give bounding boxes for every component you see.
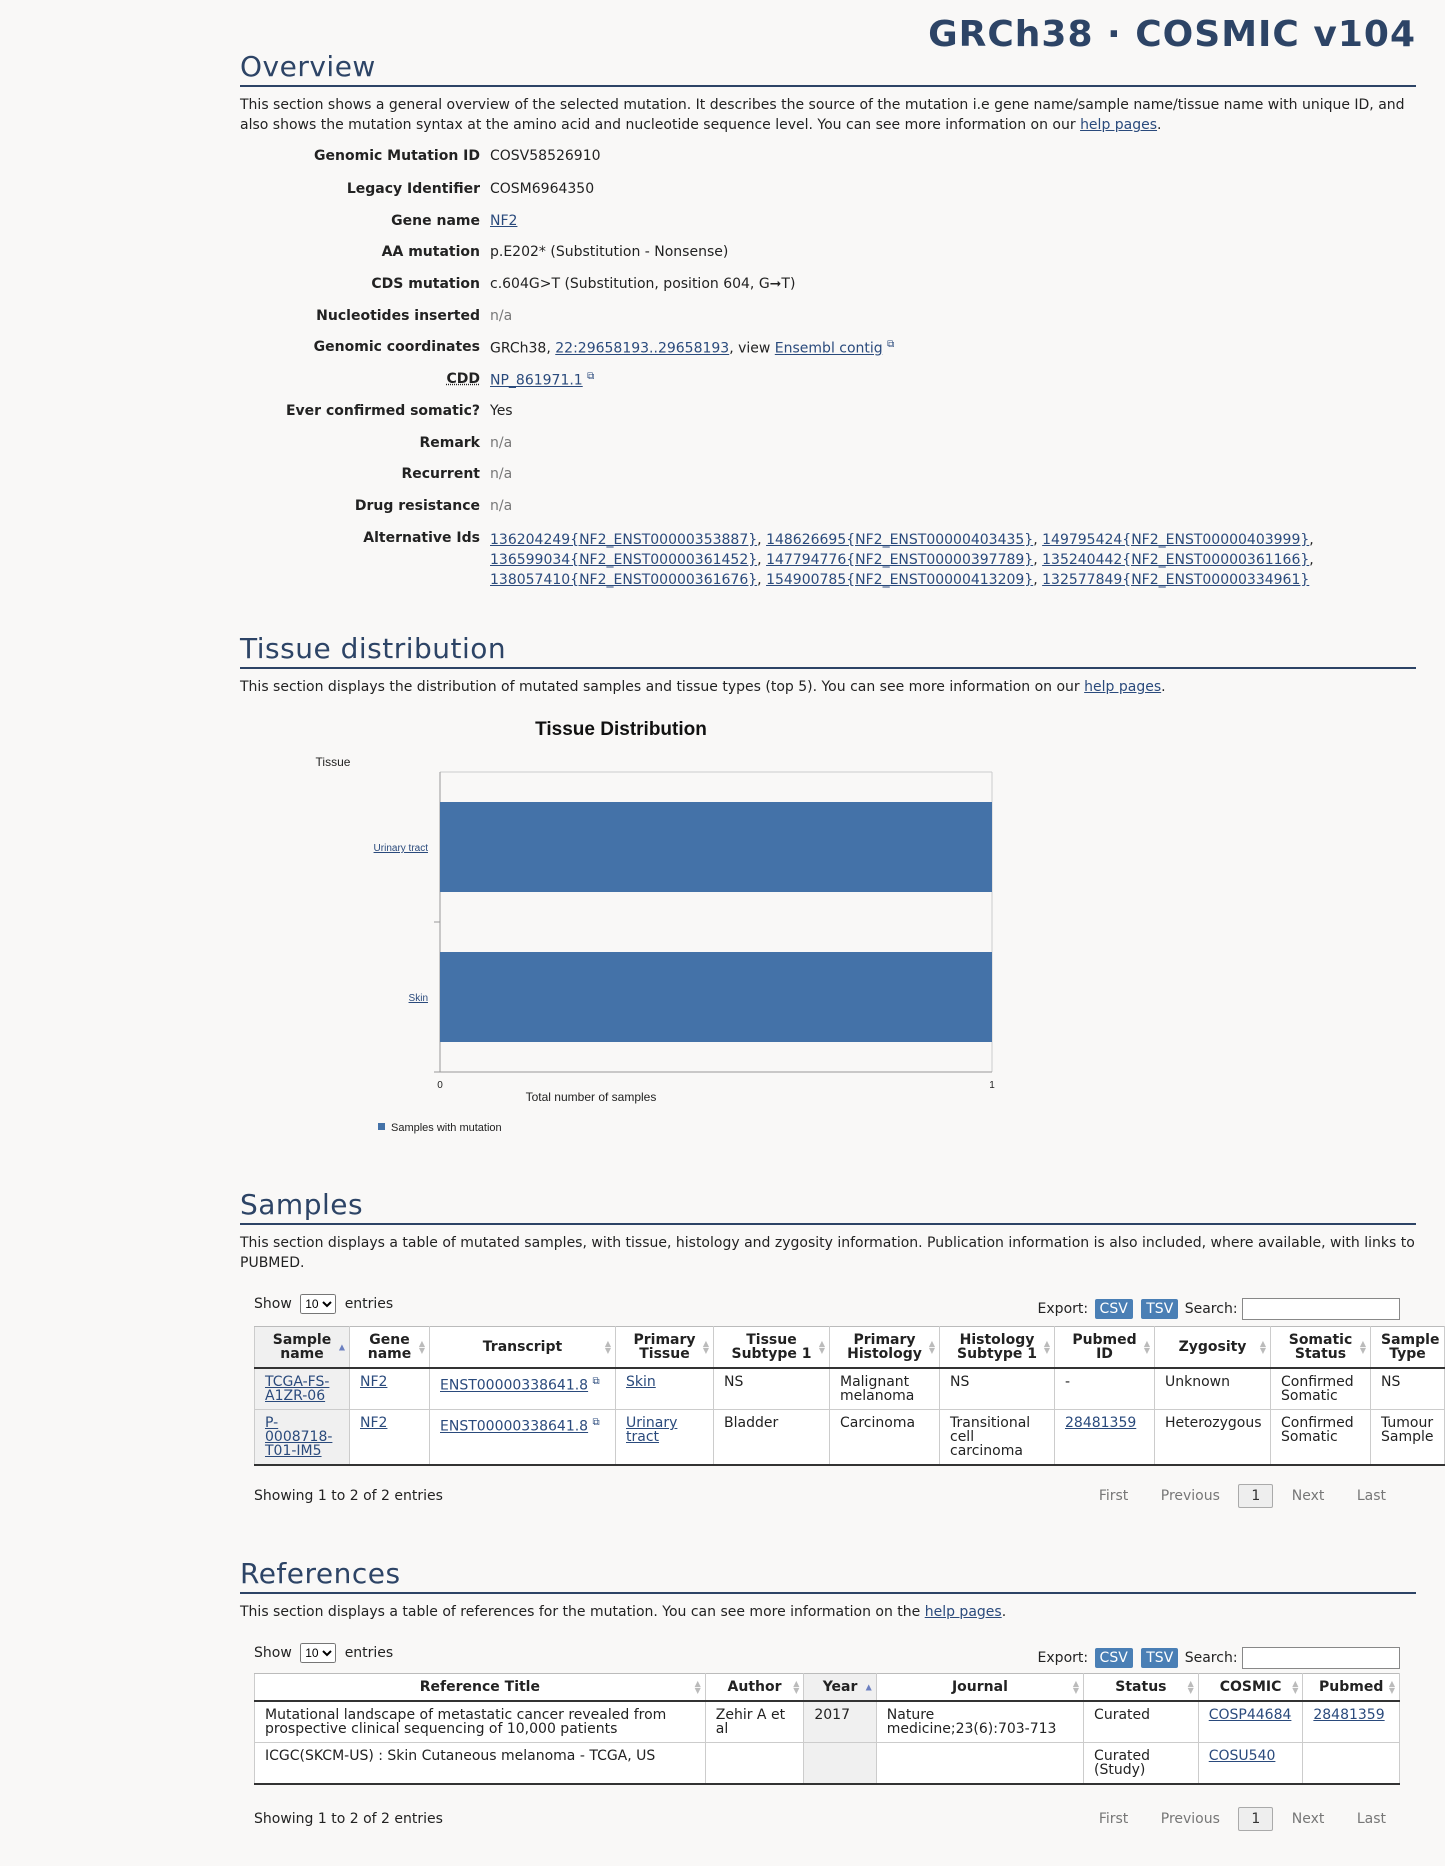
author-cell: Zehir A et al [705, 1701, 804, 1743]
x-tick-label: 0 [437, 1080, 443, 1091]
sort-asc-icon: ▲ [338, 1342, 345, 1352]
field-label: Nucleotides inserted [316, 308, 480, 324]
field-label: AA mutation [381, 244, 480, 260]
alternative-id-link[interactable]: 148626695{NF2_ENST00000403435} [766, 532, 1034, 548]
pubmed-link[interactable]: 28481359 [1065, 1415, 1137, 1431]
tissue-subtype-cell: NS [714, 1368, 830, 1410]
export-tsv-button[interactable]: TSV [1141, 1299, 1178, 1319]
journal-cell [876, 1743, 1083, 1785]
current-page-button[interactable]: 1 [1238, 1484, 1273, 1508]
year-cell: 2017 [804, 1701, 876, 1743]
alternative-id-link[interactable]: 147794776{NF2_ENST00000397789} [766, 552, 1034, 568]
drug-resistance-value: n/a [490, 498, 513, 514]
first-page-button[interactable]: First [1098, 1811, 1129, 1827]
sample-name-link[interactable]: P-0008718-T01-IM5 [265, 1415, 333, 1459]
histology-cell: Carcinoma [830, 1410, 940, 1466]
sample-name-link[interactable]: TCGA-FS-A1ZR-06 [265, 1374, 330, 1404]
col-zygosity[interactable]: Zygosity ▲ ▼ [1155, 1327, 1271, 1369]
tissue-heading: Tissue distribution [240, 632, 1416, 669]
external-link-icon: ⧉ [592, 1417, 600, 1428]
zygosity-cell: Unknown [1155, 1368, 1271, 1410]
export-csv-button[interactable]: CSV [1095, 1299, 1133, 1319]
sort-icon: ▲ ▼ [694, 1679, 701, 1695]
overview-fields [240, 148, 1416, 598]
cdd-link[interactable]: NP_861971.1 [490, 372, 583, 389]
references-heading: References [240, 1557, 1416, 1594]
col-status[interactable]: Status ▲ ▼ [1084, 1674, 1199, 1702]
samples-table-controls [254, 1294, 1400, 1324]
samples-description: This section displays a table of mutated samples, with tissue, histology and zygosity information. Publication information is also included, where available, with links to PUBMED. [240, 1235, 1415, 1271]
bar [440, 952, 992, 1042]
samples-pagination [1085, 1484, 1400, 1508]
export-controls [1038, 1298, 1400, 1320]
col-tissue-subtype[interactable]: Tissue Subtype 1 ▲ ▼ [714, 1327, 830, 1369]
cosmic-link[interactable]: COSU540 [1208, 1748, 1276, 1764]
field-label: CDD [446, 371, 480, 387]
remark-value: n/a [490, 435, 513, 451]
gene-name-link[interactable]: NF2 [490, 213, 518, 229]
show-label: Show [254, 1296, 292, 1312]
field-label: Genomic Mutation ID [314, 148, 480, 164]
field-label: Drug resistance [354, 498, 480, 514]
gene-link[interactable]: NF2 [360, 1374, 388, 1390]
histology-cell: Malignant melanoma [830, 1368, 940, 1410]
field-label: Remark [419, 435, 480, 451]
genomic-coordinates-value: GRCh38, 22:29658193..29658193, view Ensembl contig ⧉ [490, 339, 895, 357]
external-link-icon: ⧉ [592, 1376, 600, 1387]
samples-search-input[interactable] [1242, 1298, 1400, 1320]
bar [440, 802, 992, 892]
recurrent-value: n/a [490, 466, 513, 482]
col-sample-type[interactable]: Sample Type [1371, 1327, 1445, 1369]
table-row [255, 1701, 1400, 1743]
table-row [255, 1368, 1445, 1410]
pubmed-cell [1303, 1743, 1400, 1785]
col-primary-histology[interactable]: Primary Histology ▲ ▼ [830, 1327, 940, 1369]
pubmed-cell: - [1055, 1368, 1155, 1410]
reference-title-cell: Mutational landscape of metastatic cancer revealed from prospective clinical sequencing of 10,000 patients [255, 1701, 706, 1743]
alternative-ids-list: 136204249{NF2_ENST00000353887}, 148626695{NF2_ENST00000403435}, 149795424{NF2_ENST00000403999}, 136599034{NF2_ENST00000361452}, 147794776{NF2_ENST00000397789}, 135240442{NF2_ENST00000361166}, 138057410{NF2_ENST00000361676}, 154900785{NF2_ENST00000413209}, 132577849{NF2_ENST00000334961} [490, 532, 1314, 588]
col-somatic-status[interactable]: Somatic Status ▲ ▼ [1271, 1327, 1371, 1369]
alternative-id-link[interactable]: 135240442{NF2_ENST00000361166} [1042, 552, 1310, 568]
category-label[interactable]: Skin [408, 993, 428, 1004]
aa-mutation-value: p.E202* (Substitution - Nonsense) [490, 244, 729, 260]
col-cosmic[interactable]: COSMIC ▲ ▼ [1198, 1674, 1303, 1702]
tissue-chart [240, 700, 1040, 1170]
export-tsv-button[interactable]: TSV [1141, 1648, 1178, 1668]
genomic-mutation-id-value: COSV58526910 [490, 148, 601, 164]
alternative-id-link[interactable]: 154900785{NF2_ENST00000413209} [766, 572, 1034, 588]
y-axis-label: Tissue [315, 755, 351, 769]
tissue-chart-svg [240, 700, 1040, 1170]
legend-label: Samples with mutation [391, 1122, 502, 1134]
ensembl-contig-link[interactable]: Ensembl contig [774, 340, 883, 357]
sort-icon: ▲ ▼ [1359, 1339, 1366, 1355]
x-tick-label: 1 [989, 1080, 995, 1091]
references-search-input[interactable] [1242, 1647, 1400, 1669]
export-csv-button[interactable]: CSV [1095, 1648, 1133, 1668]
references-description: This section displays a table of references for the mutation. You can see more information on the help pages. [240, 1604, 1007, 1620]
next-page-button[interactable]: Next [1291, 1488, 1325, 1504]
field-label: Alternative Ids [363, 530, 480, 546]
coordinates-link[interactable]: 22:29658193..29658193 [555, 340, 730, 357]
next-page-button[interactable]: Next [1291, 1811, 1325, 1827]
sort-icon: ▲ ▼ [1043, 1339, 1050, 1355]
references-header-row [255, 1674, 1400, 1702]
samples-info: Showing 1 to 2 of 2 entries [254, 1488, 443, 1504]
overview-help-link[interactable]: help pages [1080, 117, 1158, 133]
samples-section [240, 1188, 1440, 1558]
search-label: Search: [1184, 1650, 1238, 1666]
transcript-link[interactable]: ENST00000338641.8 [440, 1418, 589, 1435]
samples-length-select[interactable] [300, 1294, 336, 1314]
col-transcript[interactable]: Transcript ▲ ▼ [430, 1327, 616, 1369]
col-sample-name[interactable]: Sample name ▲ [255, 1327, 350, 1369]
references-table-footer [254, 1811, 1400, 1841]
gene-link[interactable]: NF2 [360, 1415, 388, 1431]
sort-icon: ▲ ▼ [702, 1339, 709, 1355]
cosmic-link[interactable]: COSP44684 [1208, 1707, 1292, 1723]
alternative-id-link[interactable]: 132577849{NF2_ENST00000334961} [1042, 572, 1310, 588]
legend-swatch [378, 1123, 385, 1130]
col-pubmed-id[interactable]: Pubmed ID ▲ ▼ [1055, 1327, 1155, 1369]
references-help-link[interactable]: help pages [924, 1604, 1002, 1620]
sort-icon: ▲ ▼ [1187, 1679, 1194, 1695]
chart-title: Tissue Distribution [535, 719, 707, 740]
sort-icon: ▲ ▼ [604, 1339, 611, 1355]
col-histology-subtype[interactable]: Histology Subtype 1 ▲ ▼ [940, 1327, 1055, 1369]
export-label: Export: [1037, 1650, 1089, 1666]
somatic-status-cell: Confirmed Somatic [1271, 1410, 1371, 1466]
col-primary-tissue[interactable]: Primary Tissue ▲ ▼ [616, 1327, 714, 1369]
sort-asc-icon: ▲ [865, 1682, 872, 1692]
tissue-help-link[interactable]: help pages [1084, 679, 1162, 695]
tissue-subtype-cell: Bladder [714, 1410, 830, 1466]
col-gene-name[interactable]: Gene name ▲ ▼ [350, 1327, 430, 1369]
references-pagination [1085, 1807, 1400, 1831]
references-length-select[interactable] [300, 1643, 336, 1663]
table-row [255, 1410, 1445, 1466]
somatic-status-cell: Confirmed Somatic [1271, 1368, 1371, 1410]
sort-icon: ▲ ▼ [1072, 1679, 1080, 1695]
pubmed-link[interactable]: 28481359 [1313, 1707, 1385, 1723]
external-link-icon: ⧉ [587, 371, 595, 382]
samples-table [254, 1326, 1445, 1466]
col-journal[interactable]: Journal ▲ ▼ [876, 1674, 1083, 1702]
legacy-identifier-value: COSM6964350 [490, 181, 595, 197]
histology-subtype-cell: Transitional cell carcinoma [940, 1410, 1055, 1466]
sort-icon: ▲ ▼ [793, 1679, 800, 1695]
nucleotides-inserted-value: n/a [490, 308, 513, 324]
external-link-icon: ⧉ [887, 339, 895, 350]
sort-icon: ▲ ▼ [1292, 1679, 1299, 1695]
tissue-section [240, 632, 1416, 697]
field-label: Genomic coordinates [313, 339, 480, 355]
cdd-value [490, 371, 594, 389]
sample-type-cell: NS [1371, 1368, 1445, 1410]
sort-icon: ▲ ▼ [1143, 1339, 1150, 1355]
overview-section [240, 50, 1416, 135]
references-info: Showing 1 to 2 of 2 entries [254, 1811, 443, 1827]
export-label: Export: [1037, 1301, 1089, 1317]
sort-icon: ▲ ▼ [1388, 1679, 1395, 1695]
show-label: Show [254, 1645, 292, 1661]
alternative-id-link[interactable]: 136599034{NF2_ENST00000361452} [490, 552, 758, 568]
last-page-button[interactable]: Last [1356, 1488, 1386, 1504]
cds-mutation-value: c.604G>T (Substitution, position 604, G➞T) [490, 276, 796, 292]
current-page-button[interactable]: 1 [1238, 1807, 1273, 1831]
zygosity-cell: Heterozygous [1155, 1410, 1271, 1466]
references-table [254, 1673, 1400, 1785]
last-page-button[interactable]: Last [1356, 1811, 1386, 1827]
sort-icon: ▲ ▼ [928, 1339, 935, 1355]
tissue-link[interactable]: Skin [626, 1374, 656, 1390]
sample-type-cell: Tumour Sample [1371, 1410, 1445, 1466]
sort-icon: ▲ ▼ [818, 1339, 825, 1355]
table-row [255, 1743, 1400, 1785]
entries-label: entries [344, 1645, 394, 1661]
samples-table-footer [254, 1488, 1400, 1518]
histology-subtype-cell: NS [940, 1368, 1055, 1410]
col-author[interactable]: Author ▲ ▼ [705, 1674, 804, 1702]
overview-heading: Overview [240, 50, 1416, 87]
alternative-id-link[interactable]: 149795424{NF2_ENST00000403999} [1042, 532, 1310, 548]
alternative-id-link[interactable]: 136204249{NF2_ENST00000353887} [490, 532, 758, 548]
field-label: Recurrent [401, 466, 480, 482]
previous-page-button[interactable]: Previous [1160, 1811, 1220, 1827]
status-cell: Curated [1084, 1701, 1199, 1743]
year-cell [804, 1743, 876, 1785]
field-label: Ever confirmed somatic? [285, 403, 480, 419]
journal-cell: Nature medicine;23(6):703-713 [876, 1701, 1083, 1743]
previous-page-button[interactable]: Previous [1160, 1488, 1220, 1504]
export-controls [1038, 1647, 1400, 1669]
references-table-controls [254, 1643, 1400, 1673]
tissue-description: This section displays the distribution of mutated samples and tissue types (top 5). You can see more information on our help pages. [240, 679, 1166, 695]
status-cell: Curated (Study) [1084, 1743, 1199, 1785]
reference-title-cell: ICGC(SKCM-US) : Skin Cutaneous melanoma - TCGA, US [255, 1743, 706, 1785]
field-label: Gene name [391, 213, 480, 229]
samples-header-row [255, 1327, 1445, 1369]
x-axis-label: Total number of samples [525, 1090, 657, 1104]
field-label: Legacy Identifier [346, 181, 480, 197]
ever-confirmed-somatic-value: Yes [490, 403, 513, 419]
references-section [240, 1557, 1416, 1866]
category-label[interactable]: Urinary tract [373, 843, 428, 854]
author-cell [705, 1743, 804, 1785]
build-title: GRCh38 · COSMIC v104 [928, 14, 1416, 55]
col-year[interactable]: Year ▲ [804, 1674, 876, 1702]
sort-icon: ▲ ▼ [418, 1339, 425, 1355]
tissue-link[interactable]: Urinary tract [626, 1415, 678, 1445]
transcript-link[interactable]: ENST00000338641.8 [440, 1377, 589, 1394]
col-reference-title[interactable]: Reference Title ▲ ▼ [255, 1674, 706, 1702]
col-pubmed[interactable]: Pubmed ▲ ▼ [1303, 1674, 1400, 1702]
entries-label: entries [344, 1296, 394, 1312]
first-page-button[interactable]: First [1098, 1488, 1129, 1504]
overview-description: This section shows a general overview of the selected mutation. It describes the source of the mutation i.e gene name/sample name/tissue name with unique ID, and also shows the mutation syntax at the amino acid and nucleotide sequence level. You can see more information on our help pages. [240, 97, 1405, 133]
search-label: Search: [1184, 1301, 1238, 1317]
samples-heading: Samples [240, 1188, 1416, 1225]
alternative-id-link[interactable]: 138057410{NF2_ENST00000361676} [490, 572, 758, 588]
field-label: CDS mutation [371, 276, 480, 292]
sort-icon: ▲ ▼ [1259, 1339, 1266, 1355]
